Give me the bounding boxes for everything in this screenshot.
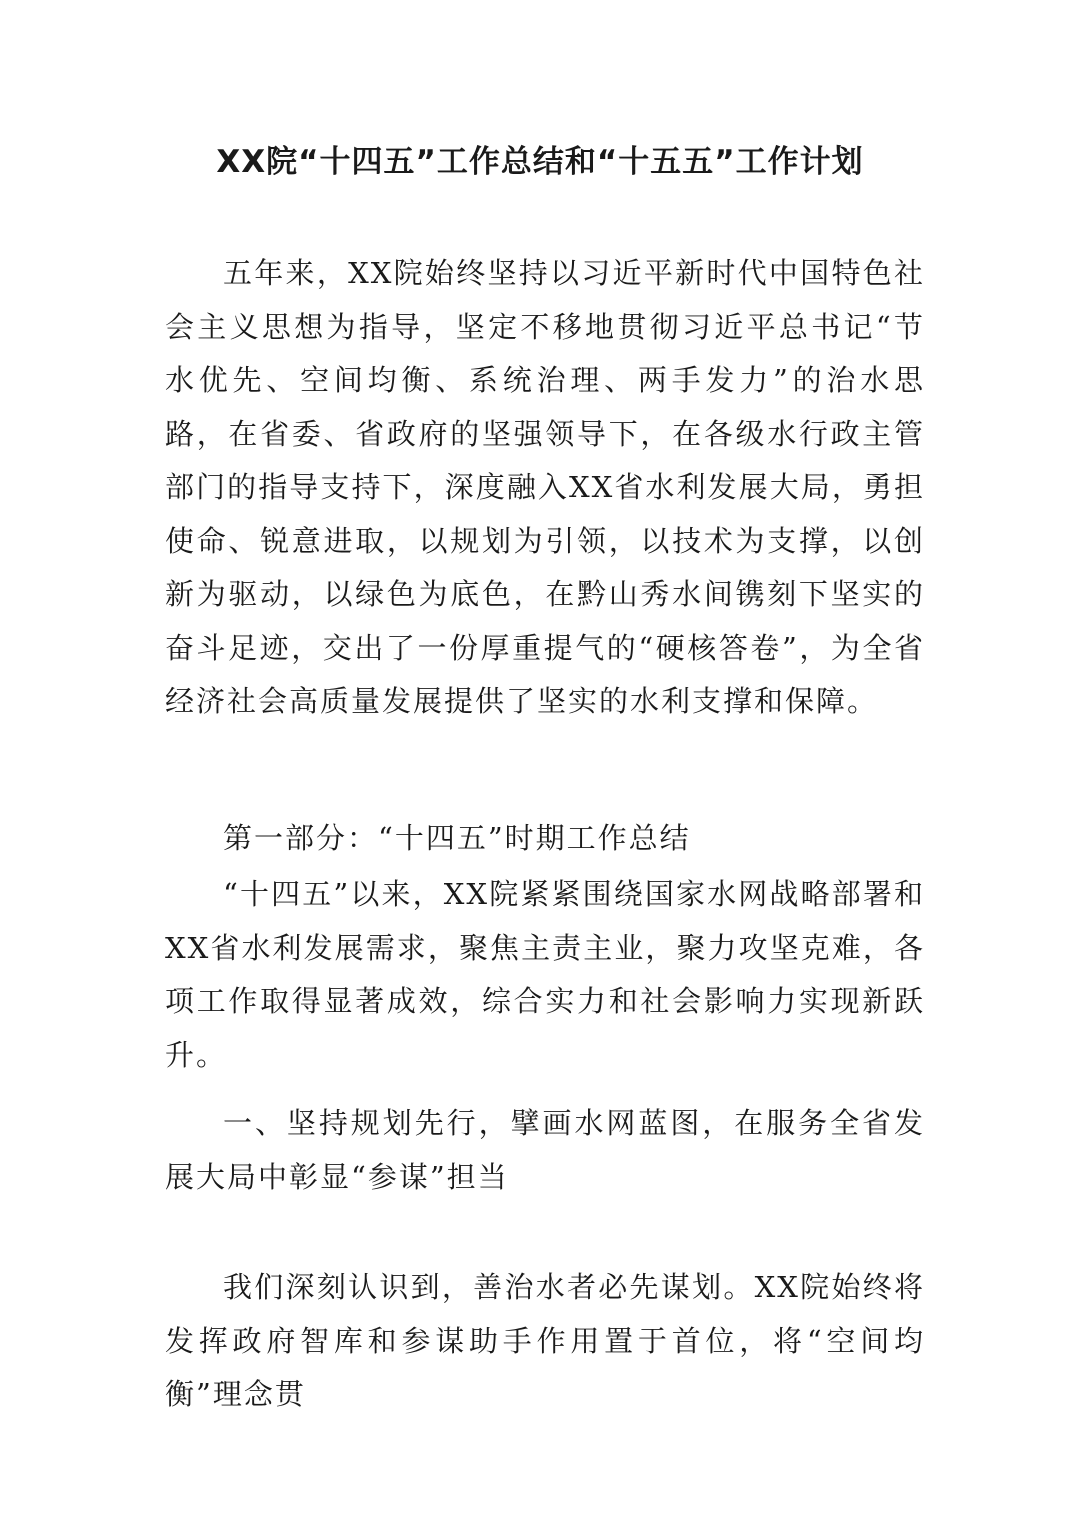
section-heading-part-one: 第一部分：“十四五”时期工作总结 [223,821,691,855]
subsection-heading-one: 一、坚持规划先行，擘画水网蓝图，在服务全省发展大局中彰显“参谋”担当 [165,1106,925,1194]
document-title: XX院“十四五”工作总结和“十五五”工作计划 [216,144,864,180]
paragraph-planning: 我们深刻认识到，善治水者必先谋划。XX院始终将发挥政府智库和参谋助手作用置于首位，将“空间均衡”理念贯 [165,1270,925,1411]
paragraph-part-one-summary: “十四五”以来，XX院紧紧围绕国家水网战略部署和XX省水利发展需求，聚焦主责主业，聚力攻坚克难，各项工作取得显著成效，综合实力和社会影响力实现新跃升。 [165,877,925,1072]
paragraph-intro: 五年来，XX院始终坚持以习近平新时代中国特色社会主义思想为指导，坚定不移地贯彻习近平总书记“节水优先、空间均衡、系统治理、两手发力”的治水思路，在省委、省政府的坚强领导下，在各级水行政主管部门的指导支持下，深度融入XX省水利发展大局，勇担使命、锐意进取，以规划为引领，以技术为支撑，以创新为驱动，以绿色为底色，在黔山秀水间镌刻下坚实的奋斗足迹，交出了一份厚重提气的“硬核答卷”，为全省经济社会高质量发展提供了坚实的水利支撑和保障。 [165,256,925,718]
